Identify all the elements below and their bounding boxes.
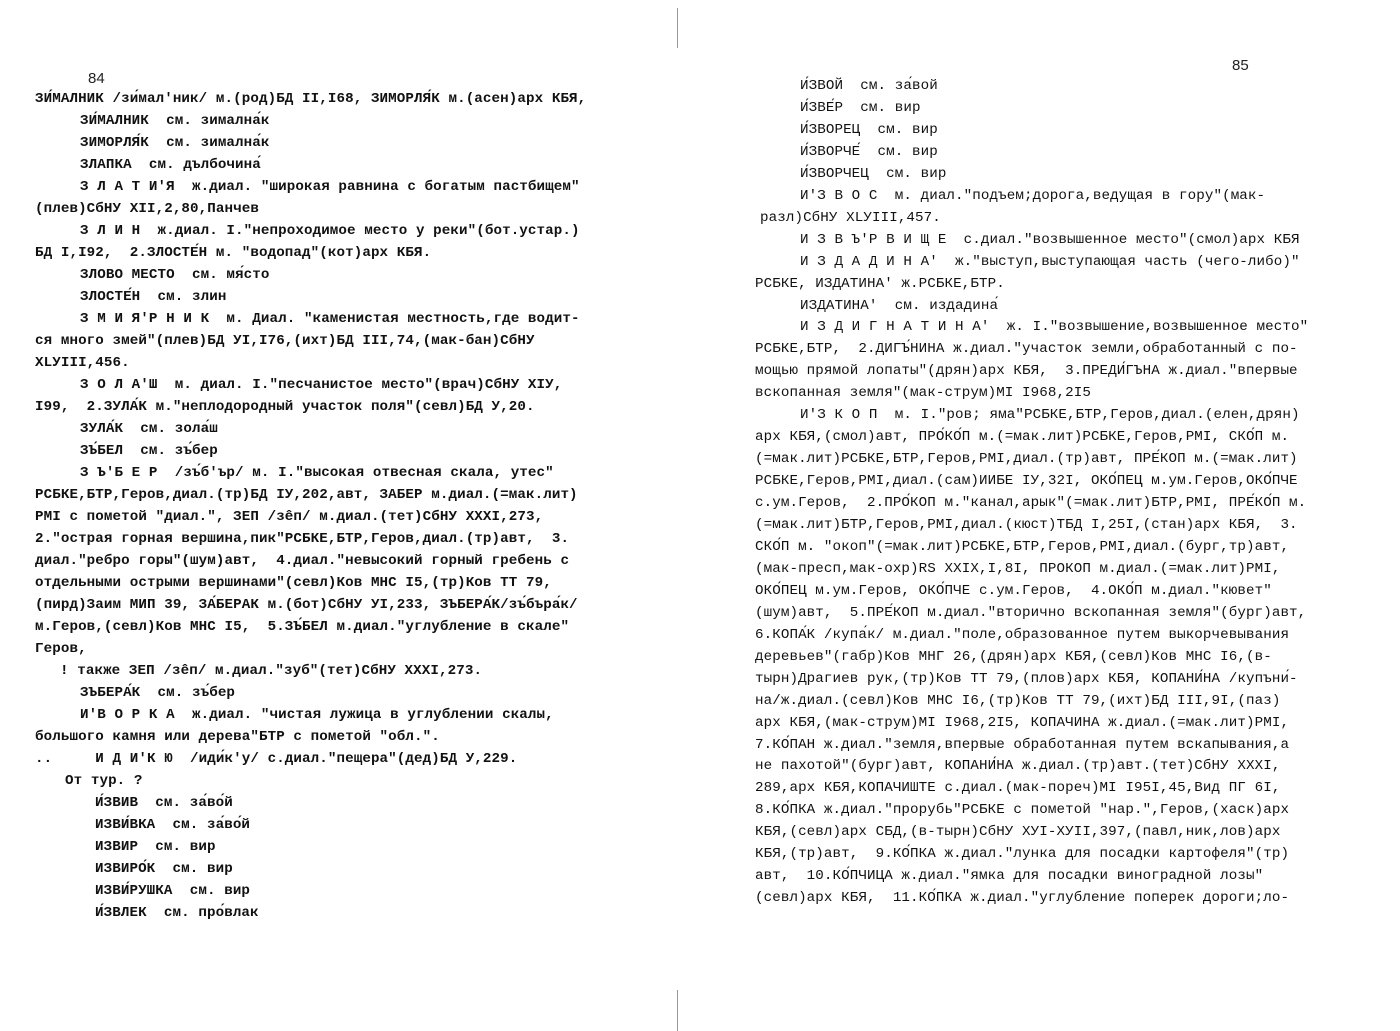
text-line: ЗЪБЕРА́К см. зъ́бер (80, 685, 236, 701)
text-line: арх КБЯ,(мак-струм)МI I968,2I5, КОПАЧИНА ж.диал.(=мак.лит)РМI, (755, 714, 1290, 731)
text-line: ИЗВИРО́К см. вир (95, 861, 233, 877)
text-line: м.Геров,(севл)Ков МНС I5, 5.ЗЪ́БЕЛ м.диал."углубление в скале" (35, 619, 570, 635)
text-line: XLУIII,456. (35, 355, 130, 371)
text-line: РСБКЕ,БТР,Геров,диал.(тр)БД IУ,202,авт, ЗАБЕР м.диал.(=мак.лит) (35, 487, 578, 503)
text-line: ЗУЛА́К см. зола́ш (80, 421, 218, 437)
text-line: Геров, (35, 641, 87, 657)
text-line: ОКО́ПЕЦ м.ум.Геров, ОКО́ПЧЕ с.ум.Геров, 4.ОКО́П м.диал."кювет" (755, 582, 1272, 599)
page-number: 85 (1232, 57, 1249, 74)
text-line: ИЗВИ́ВКА см. за́во́й (95, 817, 251, 833)
text-line: 2."острая горная вершина,пик"РСБКЕ,БТР,Геров,диал.(тр)авт, 3. (35, 531, 570, 547)
text-line: ЗЛАПКА см. дълбочина́ (80, 157, 261, 173)
text-line: ЗЛОВО МЕСТО см. мя́сто (80, 267, 270, 283)
text-line: З Л А Т И'Я ж.диал. "широкая равнина с богатым пастбищем" (80, 179, 580, 195)
text-line: И́ЗВОЙ см. за́вой (800, 78, 938, 94)
text-line: ЗЪ́БЕЛ см. зъ́бер (80, 443, 218, 459)
text-line: РСБКЕ,Геров,РМI,диал.(сам)ИИБЕ IУ,32I, ОКО́ПЕЦ м.ум.Геров,ОКО́ПЧЕ (755, 473, 1298, 490)
text-line: РМI с пометой "диал.", ЗЕП /зêп/ м.диал.(тет)СбНУ XXXI,273, (35, 509, 544, 525)
text-line: отдельными острыми вершинами"(севл)Ков МНС I5,(тр)Ков ТТ 79, (35, 575, 552, 591)
text-line: арх КБЯ,(смол)авт, ПРО́КО́П м.(=мак.лит)РСБКЕ,Геров,РМI, СКО́П м. (755, 429, 1290, 446)
text-line: И́ЗВИВ см. за́во́й (95, 795, 233, 811)
text-line: ЗИ́МАЛНИК см. зимална́к (80, 113, 270, 129)
text-line: 6.КОПА́К /купа́к/ м.диал."поле,образованное путем выкорчевывания (755, 626, 1290, 643)
text-line: И З Д И Г Н А Т И Н А' ж. I."возвышение,возвышенное место" (800, 319, 1309, 336)
text-line: ! также ЗЕП /зêп/ м.диал."зуб"(тет)СбНУ XXXI,273. (60, 663, 483, 679)
text-line: И З В Ъ'Р В И Щ Е с.диал."возвышенное место"(смол)арх КБЯ (800, 231, 1300, 248)
page-number: 84 (88, 70, 105, 87)
text-line: разл)СбНУ XLУIII,457. (760, 209, 941, 226)
text-line: И́ЗВЕ́Р см. вир (800, 99, 921, 116)
text-line: З Ъ'Б Е Р /зъ́б'ър/ м. I."высокая отвесная скала, утес" (80, 465, 554, 481)
text-line: диал."ребро горы"(шум)авт, 4.диал."невысокий горный гребень с (35, 553, 570, 569)
text-line: От тур. ? (65, 773, 143, 789)
text-line: КБЯ,(тр)авт, 9.КО́ПКА ж.диал."лунка для посадки картофеля"(тр) (755, 846, 1290, 863)
text-line: (плев)СбНУ XII,2,80,Панчев (35, 201, 259, 217)
text-line: (севл)арх КБЯ, 11.КО́ПКА ж.диал."углубление поперек дороги;ло- (755, 890, 1290, 907)
text-line: не пахотой"(бург)авт, КОПАНИ́НА ж.диал.(тр)авт.(тет)СбНУ XXXI, (755, 758, 1281, 775)
text-line: ЗИ́МАЛНИК /зи́мал'ник/ м.(род)БД II,I68, ЗИМОРЛЯ́К м.(асен)арх КБЯ, (35, 91, 587, 107)
text-line: ИЗВИР см. вир (95, 839, 216, 855)
text-line: И́ЗВОРЧЕ́ см. вир (800, 143, 938, 160)
text-line: .. И Д И'К Ю /иди́к'у/ с.диал."пещера"(дед)БД У,229. (35, 751, 518, 767)
text-line: (=мак.лит)РСБКЕ,БТР,Геров,РМI,диал.(тр)авт, ПРЕ́КОП м.(=мак.лит) (755, 451, 1298, 468)
text-line: с.ум.Геров, 2.ПРО́КОП м."канал,арык"(=мак.лит)БТР,РМI, ПРЕ́КО́П м. (755, 495, 1307, 512)
text-line: БД I,I92, 2.ЗЛОСТЕ́Н м. "водопад"(кот)арх КБЯ. (35, 245, 432, 261)
text-line: 7.КО́ПАН ж.диал."земля,впервые обработанная путем вскапывания,а (755, 736, 1290, 753)
text-line: (=мак.лит)БТР,Геров,РМI,диал.(кюст)ТБД I,25I,(стан)арх КБЯ, 3. (755, 517, 1298, 533)
text-line: РСБКЕ, ИЗДАТИНА' ж.РСБКЕ,БТР. (755, 275, 1005, 292)
text-line: авт, 10.КО́ПЧИЦА ж.диал."ямка для посадки виноградной лозы" (755, 868, 1264, 885)
text-line: 8.КО́ПКА ж.диал."прорубь"РСБКЕ с пометой "нар.",Геров,(хаск)арх (755, 802, 1290, 819)
text-line: И'В О Р К А ж.диал. "чистая лужица в углублении скалы, (80, 707, 554, 723)
text-line: И'З К О П м. I."ров; яма"РСБКЕ,БТР,Геров,диал.(елен,дрян) (800, 407, 1300, 424)
text-line: деревьев"(габр)Ков МНГ 26,(дрян)арх КБЯ,(севл)Ков МНС I6,(в- (755, 648, 1272, 665)
text-line: (мак-пресп,мак-охр)RS XXIX,I,8I, ПРОКОП м.диал.(=мак.лит)РМI, (755, 560, 1281, 577)
text-line: I99, 2.ЗУЛА́К м."неплодородный участок поля"(севл)БД У,20. (35, 399, 535, 415)
text-line: КБЯ,(севл)арх СБД,(в-тырн)СбНУ ХУI-ХУII,397,(павл,ник,лов)арх (755, 824, 1281, 841)
text-line: З М И Я'Р Н И К м. Диал. "каменистая местность,где водит- (80, 311, 580, 327)
text-line: З Л И Н ж.диал. I."непроходимое место у реки"(бот.устар.) (80, 223, 580, 239)
text-line: ИЗВИ́РУШКА см. вир (95, 883, 251, 899)
text-line: мощью прямой лопаты"(дрян)арх КБЯ, 3.ПРЕДИ́ГЪНА ж.диал."впервые (755, 363, 1298, 380)
text-line: вскопанная земля"(мак-струм)МI I968,2I5 (755, 385, 1091, 402)
text-line: И'З В О С м. диал."подъем;дорога,ведущая в гору"(мак- (800, 187, 1266, 204)
text-line: большого камня или дерева"БТР с пометой "обл.". (35, 729, 440, 745)
text-line: И З Д А Д И Н А' ж."выступ,выступающая часть (чего-либо)" (800, 253, 1300, 270)
text-line: ЗЛОСТЕ́Н см. злин (80, 289, 227, 305)
text-line: И́ЗВОРЧЕЦ см. вир (800, 165, 947, 182)
text-line: И́ЗВОРЕЦ см. вир (800, 121, 938, 138)
text-line: ЗИМОРЛЯ́К см. зимална́к (80, 135, 270, 151)
text-line: РСБКЕ,БТР, 2.ДИГЪ́НИНА ж.диал."участок земли,обработанный с по- (755, 341, 1298, 358)
text-line: (шум)авт, 5.ПРЕ́КОП м.диал."вторично вскопанная земля"(бург)авт, (755, 604, 1307, 621)
left-page (0, 0, 680, 1031)
text-line: И́ЗВЛЕК см. про́влак (95, 905, 259, 921)
text-line: ИЗДАТИНА' см. издадина́ (800, 297, 999, 314)
text-line: СКО́П м. "окоп"(=мак.лит)РСБКЕ,БТР,Геров,РМI,диал.(бург,тр)авт, (755, 538, 1290, 555)
text-line: З О Л А'Ш м. диал. I."песчанистое место"(врач)СбНУ XIУ, (80, 377, 563, 393)
text-line: 289,арх КБЯ,КОПАЧИШТЕ с.диал.(мак-пореч)МI I95I,45,Вид ПГ 6I, (755, 780, 1281, 797)
right-page (680, 0, 1400, 1031)
text-line: ся много змей"(плев)БД УI,I76,(ихт)БД III,74,(мак-бан)СбНУ (35, 333, 535, 349)
text-line: на/ж.диал.(севл)Ков МНС I6,(тр)Ков ТТ 79,(ихт)БД III,9I,(паз) (755, 692, 1281, 709)
text-line: (пирд)Заим МИП 39, ЗА́БЕРАК м.(бот)СбНУ УI,233, ЗЪБЕРА́К/зъ́бъра́к/ (35, 597, 578, 613)
text-line: тырн)Драгиев рук,(тр)Ков ТТ 79,(плов)арх КБЯ, КОПАНИ́НА /купъни́- (755, 670, 1298, 687)
